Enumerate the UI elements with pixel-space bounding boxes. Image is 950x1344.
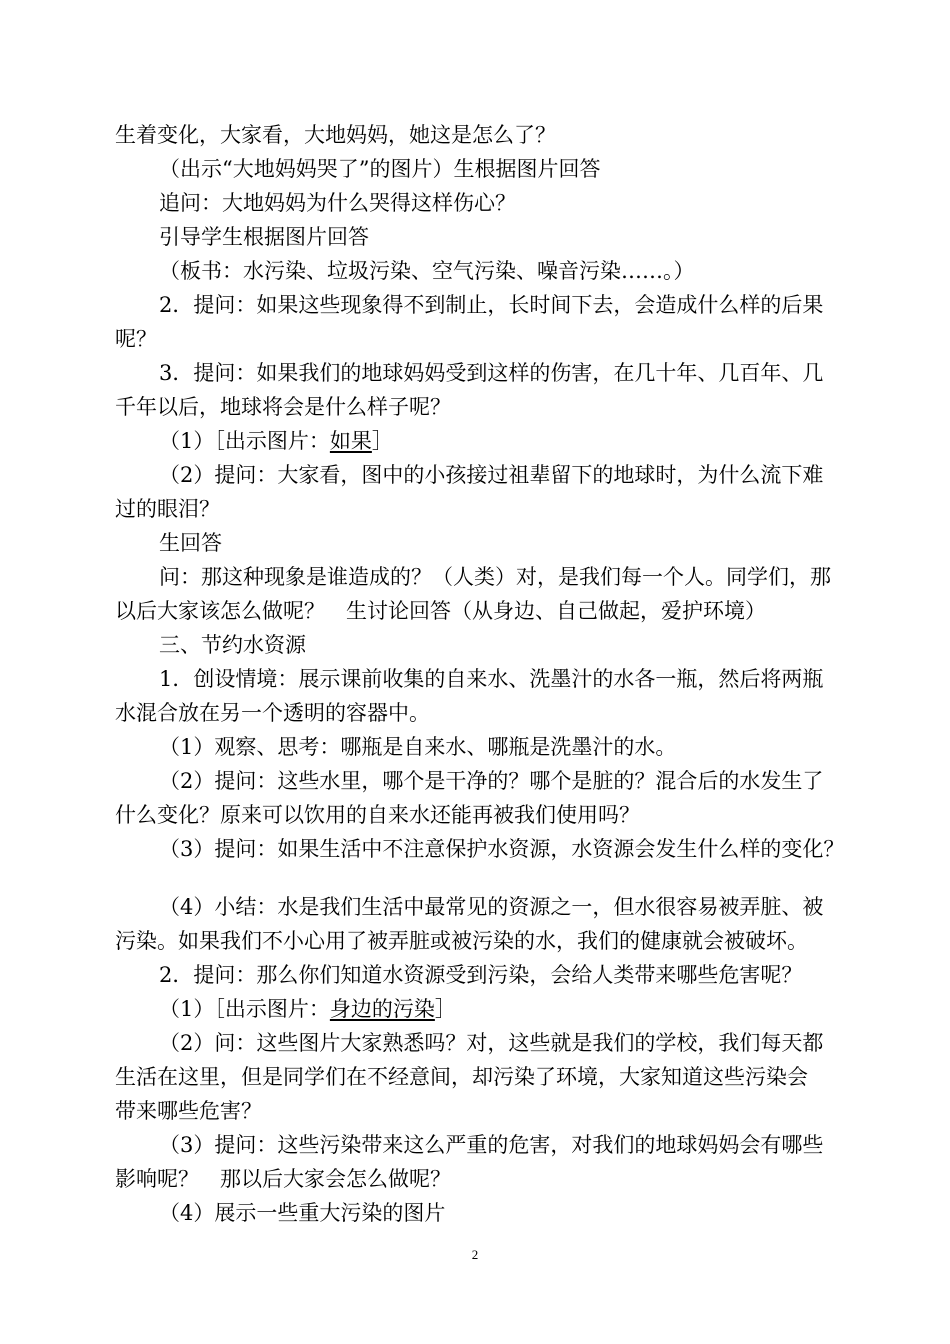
page-number: 2 [471, 1247, 479, 1262]
text-line: （4）展示一些重大污染的图片 [159, 1201, 446, 1225]
text-line: （2）问：这些图片大家熟悉吗？对，这些就是我们的学校，我们每天都 [159, 1031, 824, 1055]
text-line: 引导学生根据图片回答 [159, 225, 369, 249]
text-line: （1）观察、思考：哪瓶是自来水、哪瓶是洗墨汁的水。 [159, 735, 677, 759]
text-line: （板书：水污染、垃圾污染、空气污染、噪音污染……。） [159, 259, 695, 283]
text-line: 呢？ [115, 327, 157, 351]
text-line: 生回答 [159, 531, 222, 555]
text-line: 水混合放在另一个透明的容器中。 [115, 701, 430, 725]
text-line: 2．提问：如果这些现象得不到制止，长时间下去，会造成什么样的后果 [159, 293, 824, 317]
text-line: 什么变化？原来可以饮用的自来水还能再被我们使用吗？ [115, 803, 640, 827]
text-line: 污染。如果我们不小心用了被弄脏或被污染的水，我们的健康就会被破坏。 [115, 929, 808, 953]
text-line: （出示“大地妈妈哭了”的图片）生根据图片回答 [159, 157, 601, 181]
underlined-image-title: 身边的污染 [329, 997, 435, 1021]
text-line: 1．创设情境：展示课前收集的自来水、洗墨汁的水各一瓶，然后将两瓶 [159, 667, 824, 691]
text-line: 影响呢？ 那以后大家会怎么做呢？ [115, 1167, 451, 1191]
text-line: 3．提问：如果我们的地球妈妈受到这样的伤害，在几十年、几百年、几 [159, 361, 824, 385]
section-heading: 三、节约水资源 [159, 633, 306, 657]
text-line: （4）小结：水是我们生活中最常见的资源之一，但水很容易被弄脏、被 [159, 895, 824, 919]
underlined-image-title: 如果 [329, 429, 372, 453]
text-line: 追问：大地妈妈为什么哭得这样伤心？ [159, 191, 516, 215]
text-line: 以后大家该怎么做呢？ 生讨论回答（从身边、自己做起，爱护环境） [115, 599, 766, 623]
text-line: 生活在这里，但是同学们在不经意间，却污染了环境，大家知道这些污染会 [115, 1065, 808, 1089]
text-line [0, 424, 950, 458]
text-line: 问：那这种现象是谁造成的？（人类）对，是我们每一个人。同学们，那 [159, 565, 831, 589]
text-line [0, 992, 950, 1026]
text-line: 生着变化，大家看，大地妈妈，她这是怎么了？ [115, 123, 556, 147]
text-line: （2）提问：这些水里，哪个是干净的？哪个是脏的？混合后的水发生了 [159, 769, 824, 793]
text-line: 过的眼泪？ [115, 497, 220, 521]
text-line: 2．提问：那么你们知道水资源受到污染，会给人类带来哪些危害呢？ [159, 963, 803, 987]
text-segment: ］ [371, 429, 393, 453]
text-line: （3）提问：这些污染带来这么严重的危害，对我们的地球妈妈会有哪些 [159, 1133, 824, 1157]
text-line: 带来哪些危害？ [115, 1099, 262, 1123]
text-segment: （1）［出示图片： [159, 997, 330, 1021]
text-line: （3）提问：如果生活中不注意保护水资源，水资源会发生什么样的变化？ [159, 837, 845, 861]
text-segment: （1）［出示图片： [159, 429, 330, 453]
text-line: （2）提问：大家看，图中的小孩接过祖辈留下的地球时，为什么流下难 [159, 463, 824, 487]
text-line: 千年以后，地球将会是什么样子呢？ [115, 395, 451, 419]
text-segment: ］ [434, 997, 456, 1021]
